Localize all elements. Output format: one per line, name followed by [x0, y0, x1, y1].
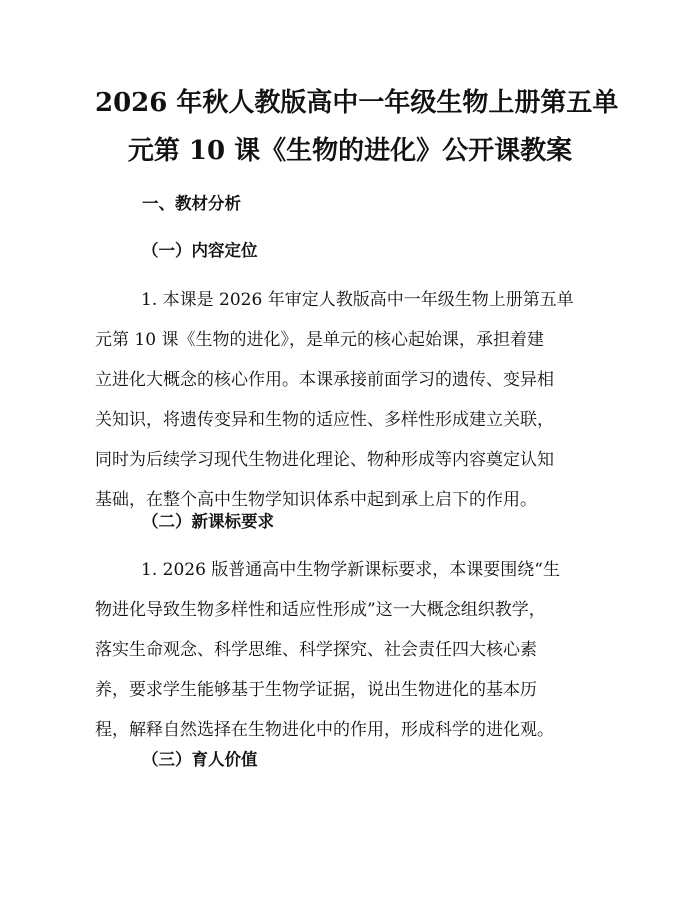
paragraph-line: 关知识，将遗传变异和生物的适应性、多样性形成建立关联，	[95, 410, 554, 430]
paragraph-line: 物进化导致生物多样性和适应性形成”这一大概念组织教学，	[95, 600, 546, 620]
subsection-heading-educational-value: （三）育人价值	[142, 750, 258, 769]
paragraph-line: 1. 2026 版普通高中生物学新课标要求，本课要围绕“生	[141, 560, 560, 580]
document-title-line-1: 2026 年秋人教版高中一年级生物上册第五单	[95, 88, 619, 118]
paragraph-line: 立进化大概念的核心作用。本课承接前面学习的遗传、变异相	[95, 370, 554, 390]
paragraph-line: 同时为后续学习现代生物进化理论、物种形成等内容奠定认知	[95, 450, 554, 470]
paragraph-line: 程，解释自然选择在生物进化中的作用，形成科学的进化观。	[95, 720, 554, 740]
paragraph-line: 1. 本课是 2026 年审定人教版高中一年级生物上册第五单	[141, 290, 574, 310]
subsection-heading-curriculum-standard: （二）新课标要求	[142, 512, 274, 531]
document-title-line-2: 元第 10 课《生物的进化》公开课教案	[127, 136, 573, 166]
paragraph-line: 基础，在整个高中生物学知识体系中起到承上启下的作用。	[95, 490, 537, 510]
paragraph-content-positioning	[95, 280, 607, 520]
paragraph-line: 养，要求学生能够基于生物学证据，说出生物进化的基本历	[95, 680, 537, 700]
section-heading-teaching-material-analysis: 一、教材分析	[142, 194, 241, 213]
paragraph-line: 元第 10 课《生物的进化》，是单元的核心起始课，承担着建	[95, 330, 544, 350]
paragraph-line: 落实生命观念、科学思维、科学探究、社会责任四大核心素	[95, 640, 537, 660]
paragraph-curriculum-standard	[95, 550, 607, 750]
subsection-heading-content-positioning: （一）内容定位	[142, 241, 258, 260]
